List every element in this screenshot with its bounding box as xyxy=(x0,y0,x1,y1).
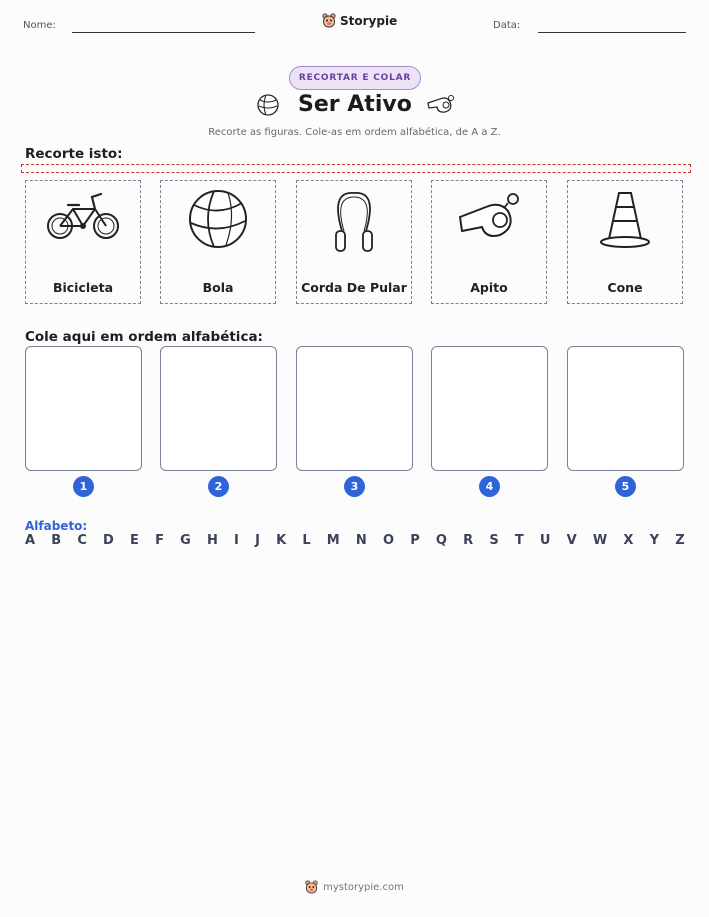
cone-icon xyxy=(595,187,655,253)
alphabet-letter: G xyxy=(180,533,191,548)
alphabet-letter: W xyxy=(592,533,608,548)
alphabet-row xyxy=(25,533,685,548)
alphabet-letter: J xyxy=(255,533,260,548)
footer xyxy=(0,880,709,895)
position-number-3: 3 xyxy=(344,476,365,497)
alphabet-letter: Z xyxy=(675,533,685,548)
alphabet-letter: D xyxy=(103,533,114,548)
position-number-5: 5 xyxy=(615,476,636,497)
alphabet-letter: F xyxy=(155,533,164,548)
alphabet-letter: N xyxy=(355,533,367,548)
alphabet-letter: Q xyxy=(435,533,447,548)
cut-section-heading: Recorte isto: xyxy=(25,146,123,162)
paste-box-1[interactable] xyxy=(25,346,142,471)
cut-line xyxy=(21,164,691,173)
alphabet-letter: A xyxy=(25,533,36,548)
alphabet-letter: H xyxy=(206,533,218,548)
activity-type-badge: RECORTAR E COLAR xyxy=(289,66,421,90)
card-label: Corda De Pular xyxy=(301,280,407,295)
brand-logo xyxy=(322,13,397,29)
alphabet-letter: K xyxy=(276,533,287,548)
alphabet-letter: P xyxy=(410,533,420,548)
paste-section-heading: Cole aqui em ordem alfabética: xyxy=(25,329,263,345)
whistle-icon xyxy=(425,94,455,116)
alphabet-heading: Alfabeto: xyxy=(25,519,88,533)
card-label: Apito xyxy=(470,280,508,295)
cut-card-jump-rope[interactable] xyxy=(296,180,412,304)
storypie-mascot-icon xyxy=(305,880,318,895)
paste-box-4[interactable] xyxy=(431,346,548,471)
cut-card-whistle[interactable] xyxy=(431,180,547,304)
alphabet-letter: E xyxy=(130,533,139,548)
bicycle-icon xyxy=(43,187,123,247)
page-title: Ser Ativo xyxy=(298,92,412,117)
footer-url[interactable]: mystorypie.com xyxy=(323,882,404,893)
alphabet-letter: L xyxy=(302,533,311,548)
alphabet-letter: Y xyxy=(649,533,660,548)
alphabet-letter: U xyxy=(539,533,551,548)
alphabet-letter: R xyxy=(463,533,474,548)
alphabet-letter: C xyxy=(77,533,87,548)
name-line[interactable] xyxy=(72,32,255,33)
date-line[interactable] xyxy=(538,32,686,33)
cut-card-ball[interactable] xyxy=(160,180,276,304)
whistle-icon xyxy=(454,187,524,247)
paste-box-2[interactable] xyxy=(160,346,277,471)
alphabet-letter: B xyxy=(51,533,62,548)
alphabet-letter: S xyxy=(489,533,499,548)
name-label: Nome: xyxy=(23,20,56,31)
alphabet-letter: T xyxy=(514,533,524,548)
alphabet-letter: V xyxy=(566,533,577,548)
ball-icon xyxy=(186,187,250,251)
paste-box-3[interactable] xyxy=(296,346,413,471)
alphabet-letter: M xyxy=(326,533,340,548)
brand-name: Storypie xyxy=(340,14,398,28)
card-label: Bicicleta xyxy=(52,280,114,295)
card-label: Bola xyxy=(202,280,234,295)
cut-card-bicycle[interactable] xyxy=(25,180,141,304)
instructions: Recorte as figuras. Cole-as em ordem alfabética, de A a Z. xyxy=(208,127,501,138)
position-number-4: 4 xyxy=(479,476,500,497)
jump-rope-icon xyxy=(324,187,384,259)
alphabet-letter: O xyxy=(382,533,395,548)
card-label: Cone xyxy=(607,280,643,295)
ball-icon xyxy=(256,93,280,117)
alphabet-letter: X xyxy=(623,533,634,548)
alphabet-letter: I xyxy=(234,533,239,548)
storypie-mascot-icon xyxy=(322,13,336,29)
paste-box-5[interactable] xyxy=(567,346,684,471)
date-label: Data: xyxy=(493,20,521,31)
position-number-1: 1 xyxy=(73,476,94,497)
position-number-2: 2 xyxy=(208,476,229,497)
cut-card-cone[interactable] xyxy=(567,180,683,304)
